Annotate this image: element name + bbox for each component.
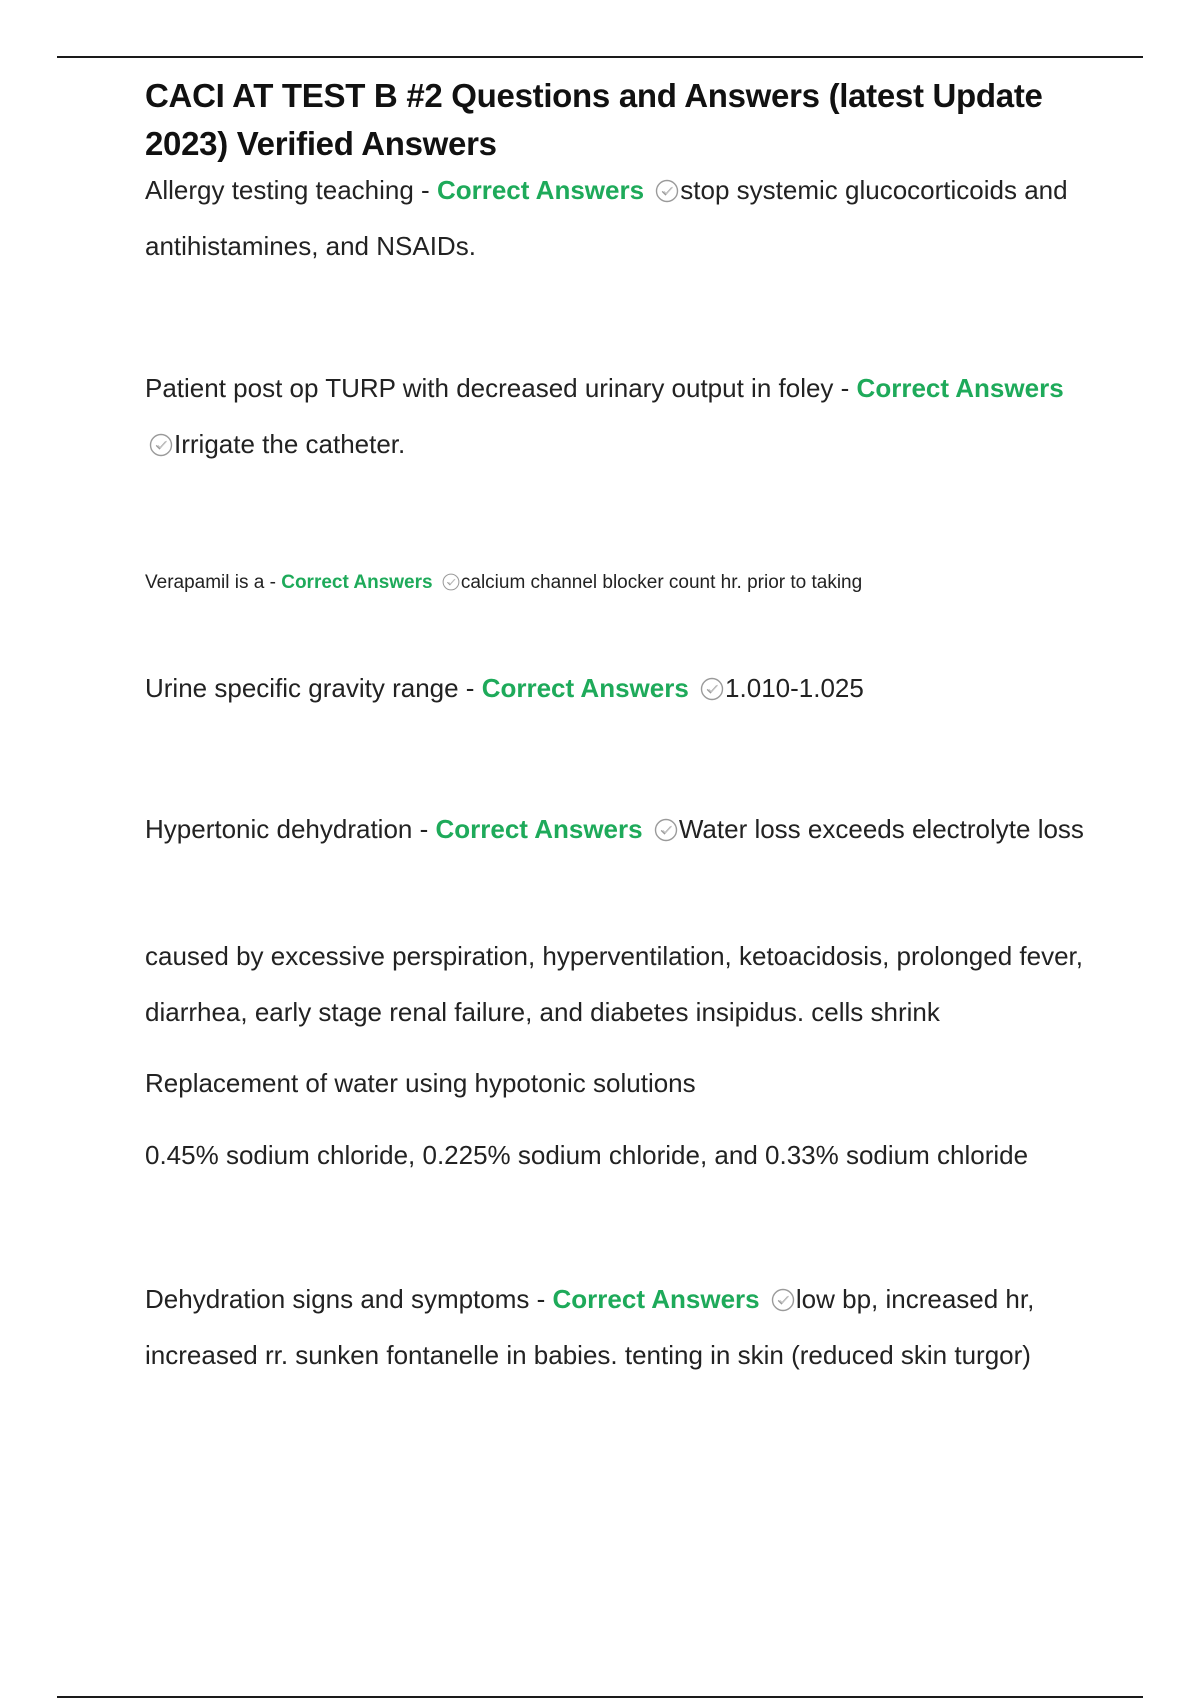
qa-item-allergy: [145, 162, 1095, 274]
answer-text: stop systemic glucocorticoids and antihistamines, and NSAIDs.: [145, 175, 1068, 261]
answer-text: calcium channel blocker count hr. prior to taking: [460, 572, 863, 593]
check-circle-icon: [700, 677, 724, 701]
qa-item-dehydration-signs: [145, 1271, 1095, 1383]
check-circle-icon: [149, 433, 173, 457]
check-circle-icon: [442, 573, 460, 591]
qa-item-urine-gravity: [145, 660, 1095, 716]
question-text: Patient post op TURP with decreased urinary output in foley -: [145, 373, 857, 403]
page-title: CACI AT TEST B #2 Questions and Answers (latest Update 2023) Verified Answers: [145, 77, 1043, 162]
document-header: [145, 72, 1085, 168]
qa-item-verapamil: [145, 565, 1095, 601]
check-circle-icon: [771, 1288, 795, 1312]
answer-text: 1.010-1.025: [725, 673, 864, 703]
correct-answers-label: Correct Answers: [481, 673, 689, 703]
bottom-rule: [57, 1696, 1143, 1698]
question-text: Urine specific gravity range -: [145, 673, 482, 703]
answer-text: Irrigate the catheter.: [174, 429, 406, 459]
answer-text: low bp, increased hr, increased rr. sunken fontanelle in babies. tenting in skin (reduced skin turgor): [145, 1284, 1035, 1370]
correct-answers-label: Correct Answers: [436, 175, 645, 205]
correct-answers-label: Correct Answers: [856, 373, 1064, 403]
question-text: Allergy testing teaching -: [145, 175, 437, 205]
answer-text: Water loss exceeds electrolyte loss: [678, 814, 1084, 844]
check-circle-icon: [655, 179, 679, 203]
paragraph-replacement: Replacement of water using hypotonic solutions: [145, 1068, 696, 1098]
check-circle-icon: [654, 818, 678, 842]
correct-answers-label: Correct Answers: [435, 814, 643, 844]
paragraph-solutions: 0.45% sodium chloride, 0.225% sodium chloride, and 0.33% sodium chloride: [145, 1140, 1029, 1170]
paragraph-causes: caused by excessive perspiration, hyperventilation, ketoacidosis, prolonged fever, diarrhea, early stage renal failure, and diabetes insipidus. cells shrink: [145, 941, 1083, 1027]
question-text: Dehydration signs and symptoms -: [145, 1284, 553, 1314]
question-text: Verapamil is a -: [145, 572, 282, 593]
question-text: Hypertonic dehydration -: [145, 814, 436, 844]
correct-answers-label: Correct Answers: [552, 1284, 760, 1314]
correct-answers-label: Correct Answers: [281, 572, 433, 593]
qa-item-hypertonic: [145, 801, 1095, 857]
top-rule: [57, 56, 1143, 58]
qa-item-turp: [145, 360, 1095, 472]
